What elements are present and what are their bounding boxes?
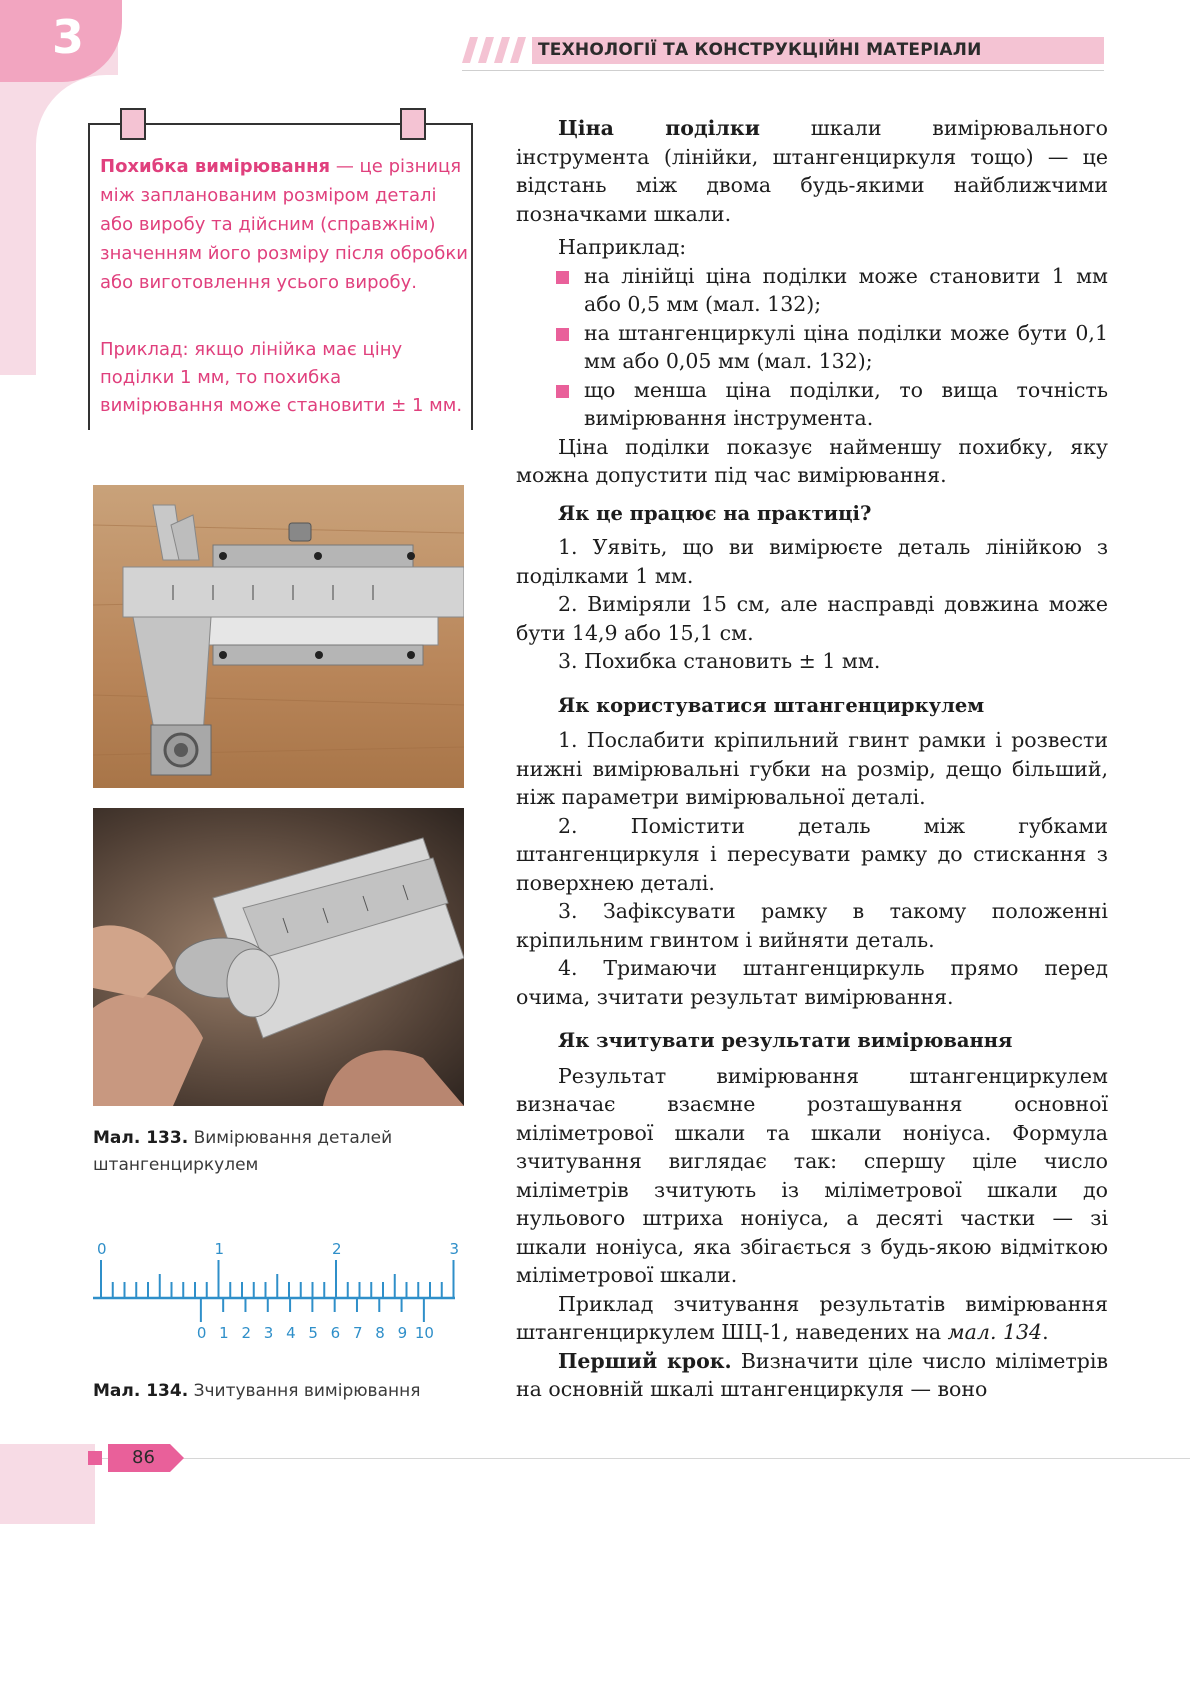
pin-right-icon xyxy=(400,108,426,140)
caliper-photo-top xyxy=(93,485,464,788)
main-scale-label: 1 xyxy=(214,1240,225,1258)
caliper-photo-hands xyxy=(93,808,464,1106)
footer-square-icon xyxy=(88,1451,102,1465)
figure-133-label: Мал. 133. xyxy=(93,1128,189,1148)
header-stripes-icon xyxy=(462,37,532,63)
heading-caliper-use: Як користуватися штангенциркулем xyxy=(558,693,985,717)
vernier-scale-label: 1 xyxy=(219,1324,229,1340)
reading-example-text: Приклад зчитування результатів вимірювання штангенциркулем ШЦ-1, наведених на xyxy=(516,1291,1108,1344)
term-division-value: Ціна поділки xyxy=(558,116,760,140)
vernier-scale-label: 8 xyxy=(375,1324,385,1340)
main-scale-label: 3 xyxy=(449,1240,460,1258)
definition-body: — це різниця між запланованим розміром деталі або виробу та дійсним (справжнім) значенням його розміру після обробки або виготовлення усього виробу. xyxy=(100,156,468,293)
figure-133-text: Вимірювання деталей штангенциркулем xyxy=(93,1128,393,1175)
first-step-label: Перший крок. xyxy=(558,1348,732,1373)
paragraph-reading-example xyxy=(516,1290,1108,1347)
header-rule xyxy=(462,70,1104,71)
figure-134-text: Зчитування вимірювання xyxy=(188,1381,421,1401)
vernier-scale-label: 9 xyxy=(397,1324,408,1340)
figure-133-caption xyxy=(93,1125,473,1179)
paragraph-division-value-text: шкали вимірювального інструмента (лінійки, штангенциркуля тощо) — це відстань між двома будь-якими найближчими позначками шкали. xyxy=(516,116,1108,226)
reading-example-end: . xyxy=(1042,1320,1049,1344)
vernier-scale-label: 10 xyxy=(414,1324,434,1340)
footer-rule xyxy=(95,1458,1190,1459)
figure-reference: мал. 134 xyxy=(947,1320,1043,1344)
bullet-item: на лінійці ціна поділки може становити 1 мм або 0,5 мм (мал. 132); xyxy=(516,262,1108,319)
use-step: 1. Послабити кріпильний гвинт рамки і розвести нижні вимірювальні губки на розмір, дещо більший, ніж параметри вимірювальної деталі. xyxy=(516,728,1108,809)
main-scale-label: 0 xyxy=(97,1240,107,1258)
heading-reading: Як зчитувати результати вимірювання xyxy=(558,1029,1013,1052)
vernier-scale-label: 6 xyxy=(330,1324,341,1340)
figure-134-caption xyxy=(93,1378,473,1405)
use-step: 2. Помістити деталь між губками штангенциркуля і пересувати рамку до стискання з поверхнею деталі. xyxy=(516,813,1108,895)
vernier-scale-label: 2 xyxy=(241,1324,252,1340)
use-step: 4. Тримаючи штангенциркуль прямо перед очима, зчитати результат вимірювання. xyxy=(516,956,1108,1009)
chapter-number: 3 xyxy=(52,10,85,64)
first-step-text: Визначити ціле число міліметрів на основній шкалі штангенциркуля — воно xyxy=(516,1348,1108,1401)
vernier-scale-diagram xyxy=(93,1240,473,1340)
practice-step: 2. Виміряли 15 см, але насправді довжина може бути 14,9 або 15,1 см. xyxy=(516,592,1108,645)
pin-left-icon xyxy=(120,108,146,140)
bullet-item: що менша ціна поділки, то вища точність вимірювання інструмента. xyxy=(516,376,1108,433)
example-text: : якщо лінійка має ціну поділки 1 мм, то похибка вимірювання може становити ± 1 мм. xyxy=(100,339,463,416)
side-band-bottom xyxy=(0,1444,95,1524)
vernier-scale-label: 0 xyxy=(196,1324,207,1340)
definition-term: Похибка вимірювання xyxy=(100,156,331,177)
vernier-scale-label: 5 xyxy=(308,1324,318,1340)
heading-practice: Як це працює на практиці? xyxy=(558,501,872,525)
page-number: 86 xyxy=(132,1447,155,1468)
running-header-title: ТЕХНОЛОГІЇ ТА КОНСТРУКЦІЙНІ МАТЕРІАЛИ xyxy=(538,40,982,60)
figure-134-label: Мал. 134. xyxy=(93,1381,189,1401)
vernier-scale-label: 4 xyxy=(286,1324,296,1340)
example-intro: Наприклад: xyxy=(558,235,687,259)
definition-text xyxy=(100,152,468,297)
bullet-item: на штангенциркулі ціна поділки може бути 0,1 мм або 0,05 мм (мал. 132); xyxy=(516,319,1108,376)
practice-step: 3. Похибка становить ± 1 мм. xyxy=(558,649,881,673)
vernier-scale-label: 3 xyxy=(263,1324,274,1340)
vernier-scale-label: 7 xyxy=(352,1324,363,1340)
paragraph-min-error: Ціна поділки показує найменшу похибку, яку можна допустити під час вимірювання. xyxy=(516,434,1108,487)
example-label: Приклад xyxy=(100,339,183,360)
main-text-column xyxy=(516,114,1108,1404)
main-scale-label: 2 xyxy=(332,1240,342,1258)
paragraph-division-value xyxy=(516,114,1108,228)
paragraph-first-step xyxy=(516,1347,1108,1404)
definition-example xyxy=(100,336,468,420)
practice-step: 1. Уявіть, що ви вимірюєте деталь лінійкою з поділками 1 мм. xyxy=(516,535,1108,588)
paragraph-reading: Результат вимірювання штангенциркулем визначає взаємне розташування основної міліметрової шкали та шкали ноніуса. Формула зчитування виглядає так: спершу ціле число міліметрів зчитують із міліметрової шкали до нульового штриха ноніуса, а десяті частки — зі шкали ноніуса, яка збігається з будь-якою відміткою міліметрової шкали. xyxy=(516,1063,1108,1287)
use-step: 3. Зафіксувати рамку в такому положенні кріпильним гвинтом і вийняти деталь. xyxy=(516,899,1108,952)
